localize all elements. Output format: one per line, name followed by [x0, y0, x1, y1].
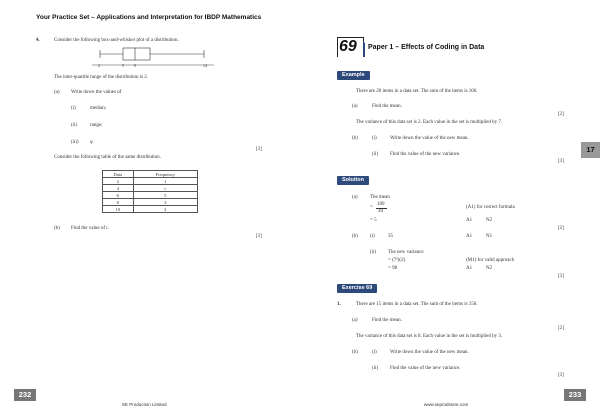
axis-label-q1: 5: [122, 63, 124, 68]
solution-a-line1: The mean: [370, 195, 390, 200]
example-a-marks: [2]: [558, 112, 564, 117]
example-label: Example: [337, 71, 370, 80]
example-a-label: (a): [352, 104, 358, 109]
table-header-row: [103, 171, 198, 178]
table-row: [103, 185, 198, 192]
solution-bii-mark2: A1: [466, 266, 473, 271]
example-variance-text: The variance of this data set is 2. Each value in the set is multiplied by 7.: [356, 120, 503, 125]
table-cell: r: [133, 185, 197, 192]
solution-bii-mark3: N2: [486, 266, 493, 271]
sub-ii-label: (ii): [71, 123, 78, 128]
iqr-box: [123, 48, 150, 60]
solution-bii-line2: = (7²)(2): [388, 258, 406, 263]
exercise-q1-intro: There are 15 items in a data set. The sum of the items is 150.: [356, 302, 478, 307]
solution-bii-line1: The new variance: [388, 250, 424, 255]
solution-a-equals: =: [370, 205, 373, 210]
axis-label-median: 8: [134, 63, 136, 68]
solution-a-mark2: A1: [466, 218, 473, 223]
question-number: 4.: [36, 38, 40, 43]
table-cell: 2: [133, 206, 197, 213]
table-header-data: Data: [103, 171, 134, 178]
part-a-label: (a): [54, 90, 60, 95]
question-intro: Consider the following box-and-whisker plot of a distribution.: [54, 38, 179, 43]
solution-bi-text: 35: [388, 234, 393, 239]
example-bi-label: (i): [372, 136, 377, 141]
solution-bii-line3: = 98: [388, 266, 398, 271]
exercise-q1-a-marks: [2]: [558, 326, 564, 331]
table-cell: 2: [103, 178, 134, 185]
iqr-text: The inter-quartile range of the distribution is 2.: [54, 75, 149, 80]
solution-b-marks: [3]: [558, 274, 564, 279]
sub-ii-text: range;: [90, 123, 103, 128]
example-b-marks: [3]: [558, 159, 564, 164]
table-row: [103, 206, 198, 213]
solution-a-numerator: 100: [377, 202, 385, 207]
table-intro: Consider the following table of the same distribution.: [54, 155, 161, 160]
solution-b-label: (b): [352, 234, 358, 239]
exercise-q1-b-marks: [3]: [558, 373, 564, 378]
chapter-number: 69: [339, 38, 357, 55]
solution-a-result: = 5: [370, 218, 377, 223]
solution-a-mark1: (A1) for correct formula: [466, 205, 515, 210]
exercise-q1-bi-text: Write down the value of the new mean.: [390, 350, 469, 355]
solution-label: Solution: [337, 176, 369, 185]
example-bii-label: (ii): [372, 152, 379, 157]
exercise-q1-a-label: (a): [352, 318, 358, 323]
right-page-number: 233: [564, 389, 586, 401]
sub-i-text: median;: [90, 106, 107, 111]
table-cell: 10: [103, 206, 134, 213]
solution-a-denominator: 20: [378, 209, 383, 214]
table-cell: 1: [133, 178, 197, 185]
exercise-q1-bii-text: Find the value of the new variance.: [390, 366, 461, 371]
sub-i-label: (i): [71, 106, 76, 111]
table-cell: 4: [103, 185, 134, 192]
axis-labels: [95, 63, 225, 69]
marks-part-a: [3]: [256, 147, 262, 152]
example-bi-text: Write down the value of the new mean.: [390, 136, 469, 141]
example-bii-text: Find the value of the new variance.: [390, 152, 461, 157]
example-b-label: (b): [352, 136, 358, 141]
part-b-label: (b): [54, 226, 60, 231]
page-header: Your Practice Set – Applications and Interpretation for IBDP Mathematics: [36, 14, 262, 21]
solution-bii-label: (ii): [370, 250, 377, 255]
exercise-q1-a-text: Find the mean.: [372, 318, 402, 323]
table-cell: 6: [103, 192, 134, 199]
solution-bi-mark1: A1: [466, 234, 473, 239]
solution-bii-mark1: (M1) for valid approach: [466, 258, 515, 263]
table-row: [103, 178, 198, 185]
box-whisker-plot: [90, 44, 220, 74]
exercise-q1-number: 1.: [337, 302, 341, 307]
table-row: [103, 199, 198, 206]
solution-bi-mark2: N1: [486, 234, 493, 239]
table-header-frequency: Frequency: [133, 171, 197, 178]
axis-label-min: 2: [98, 63, 100, 68]
exercise-q1-b-label: (b): [352, 350, 358, 355]
example-a-text: Find the mean.: [372, 104, 402, 109]
table-cell: 3: [133, 199, 197, 206]
solution-a-label: (a): [352, 195, 358, 200]
sub-iii-label: (iii): [71, 140, 79, 145]
sub-iii-text: q.: [90, 140, 94, 145]
table-cell: 5: [133, 192, 197, 199]
exercise-label: Exercise 69: [337, 284, 377, 293]
axis-label-max: 14: [203, 63, 207, 68]
frequency-table: [102, 170, 198, 213]
solution-bi-label: (i): [370, 234, 375, 239]
exercise-q1-bii-label: (ii): [372, 366, 379, 371]
part-b-text: Find the value of r.: [71, 226, 109, 231]
footer-publisher: SE Production Limited: [122, 402, 167, 407]
left-page-number: 232: [14, 389, 36, 401]
marks-part-b: [3]: [256, 234, 262, 239]
exercise-q1-variance: The variance of this data set is 8. Each value in the set is multiplied by 3.: [356, 334, 503, 339]
example-intro: There are 20 items in a data set. The sum of the items is 100.: [356, 89, 478, 94]
solution-a-marks: [2]: [558, 226, 564, 231]
part-a-text: Write down the values of: [71, 90, 122, 95]
chapter-title: Paper 1 – Effects of Coding in Data: [368, 44, 485, 51]
table-row: [103, 192, 198, 199]
solution-a-mark3: N2: [486, 218, 493, 223]
table-cell: 8: [103, 199, 134, 206]
exercise-q1-bi-label: (i): [372, 350, 377, 355]
chapter-side-tab: 17: [581, 142, 600, 158]
footer-website: www.seprodstore.com: [424, 402, 469, 407]
